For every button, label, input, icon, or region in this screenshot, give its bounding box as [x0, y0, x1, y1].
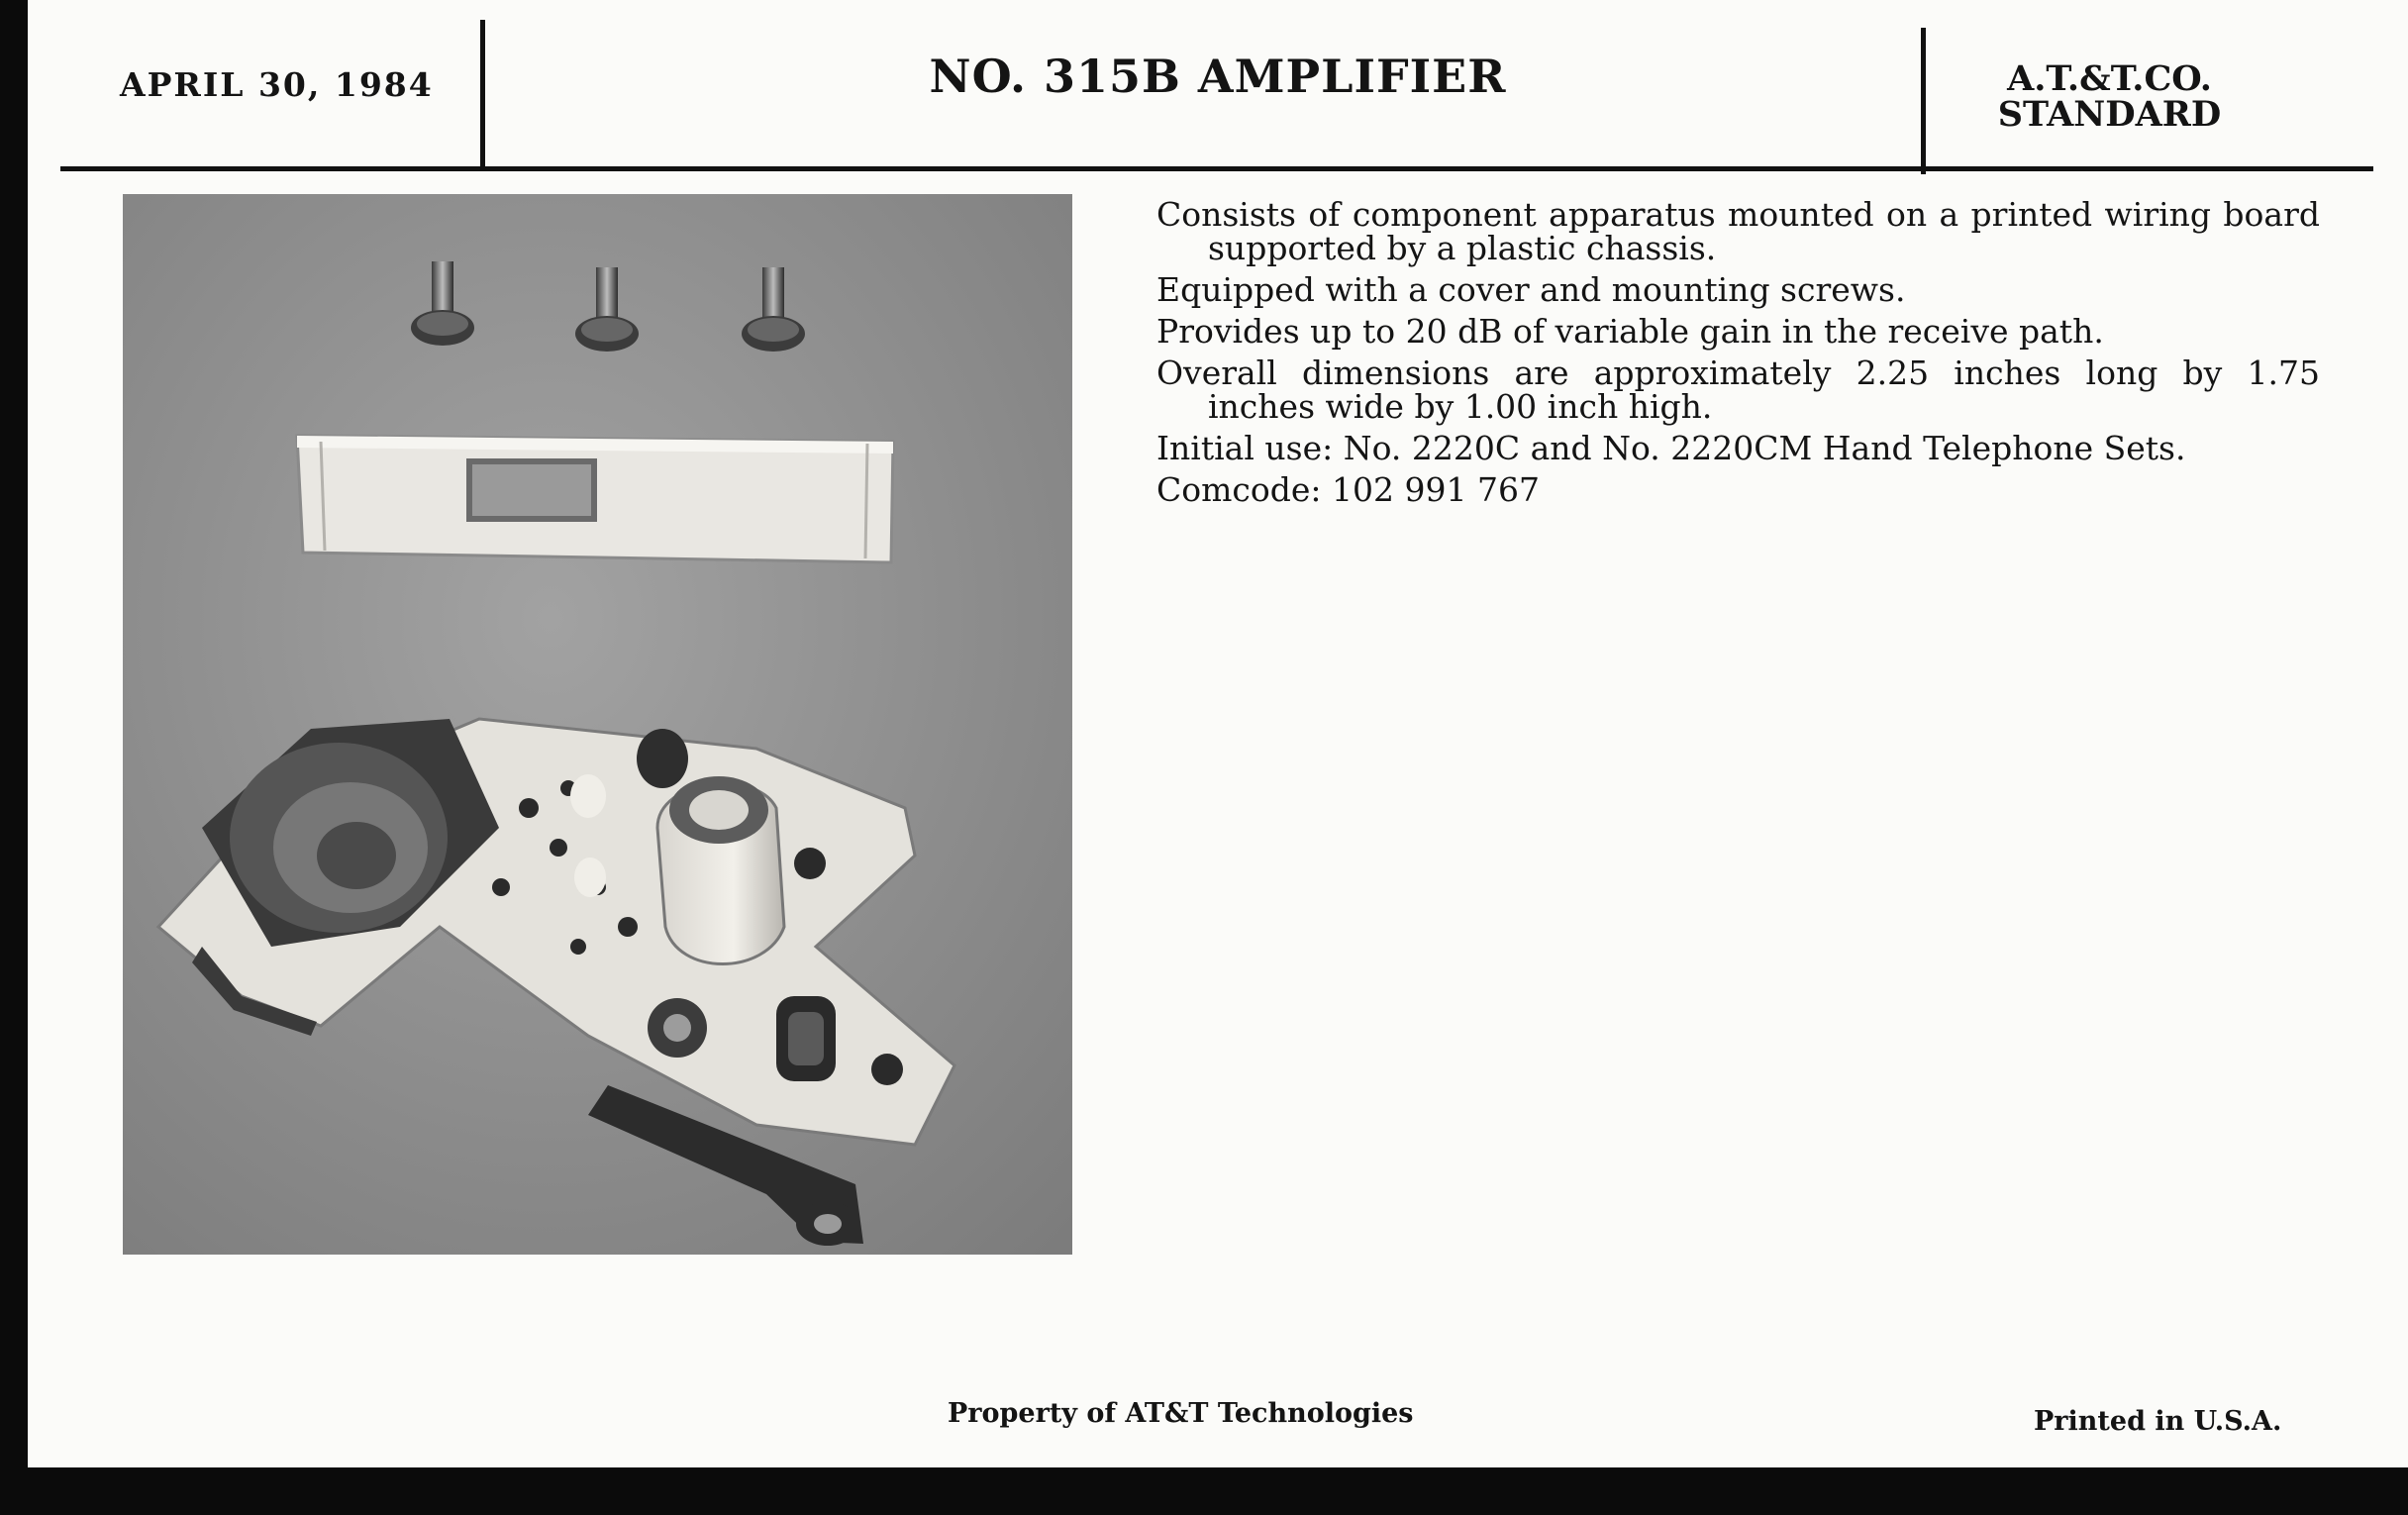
page-title: NO. 315B AMPLIFIER	[929, 50, 1507, 103]
spec-item-initial-use: Initial use: No. 2220C and No. 2220CM Hand Telephone Sets.	[1156, 429, 2186, 467]
spec-item-dimensions: Overall dimensions are approximately 2.25 inches long by 1.75 inches wide by 1.00 inch high.	[1156, 354, 2320, 426]
spec-sheet	[28, 0, 2408, 1467]
spec-item-gain: Provides up to 20 dB of variable gain in the receive path.	[1156, 312, 2104, 351]
spec-list	[1156, 195, 2320, 515]
standard-line-company: A.T.&T.CO.	[2007, 58, 2212, 99]
standard-line-label: STANDARD	[1997, 94, 2222, 135]
amplifier-illustration-icon	[123, 194, 1072, 1255]
amplifier-photo	[123, 194, 1072, 1255]
header-divider-right	[1921, 28, 1926, 174]
spec-item-comcode: Comcode: 102 991 767	[1156, 470, 1540, 509]
spec-item-construction: Consists of component apparatus mounted on a printed wiring board supported by a plastic chassis.	[1156, 195, 2320, 267]
cover-plate-icon	[297, 436, 893, 562]
standard-mark	[1993, 58, 2226, 135]
header-rule	[60, 166, 2373, 171]
property-notice: Property of AT&T Technologies	[948, 1398, 1414, 1429]
spec-item-equipment: Equipped with a cover and mounting screws.	[1156, 270, 1906, 309]
issue-date: APRIL 30, 1984	[120, 65, 434, 104]
printed-notice: Printed in U.S.A.	[2034, 1406, 2282, 1437]
